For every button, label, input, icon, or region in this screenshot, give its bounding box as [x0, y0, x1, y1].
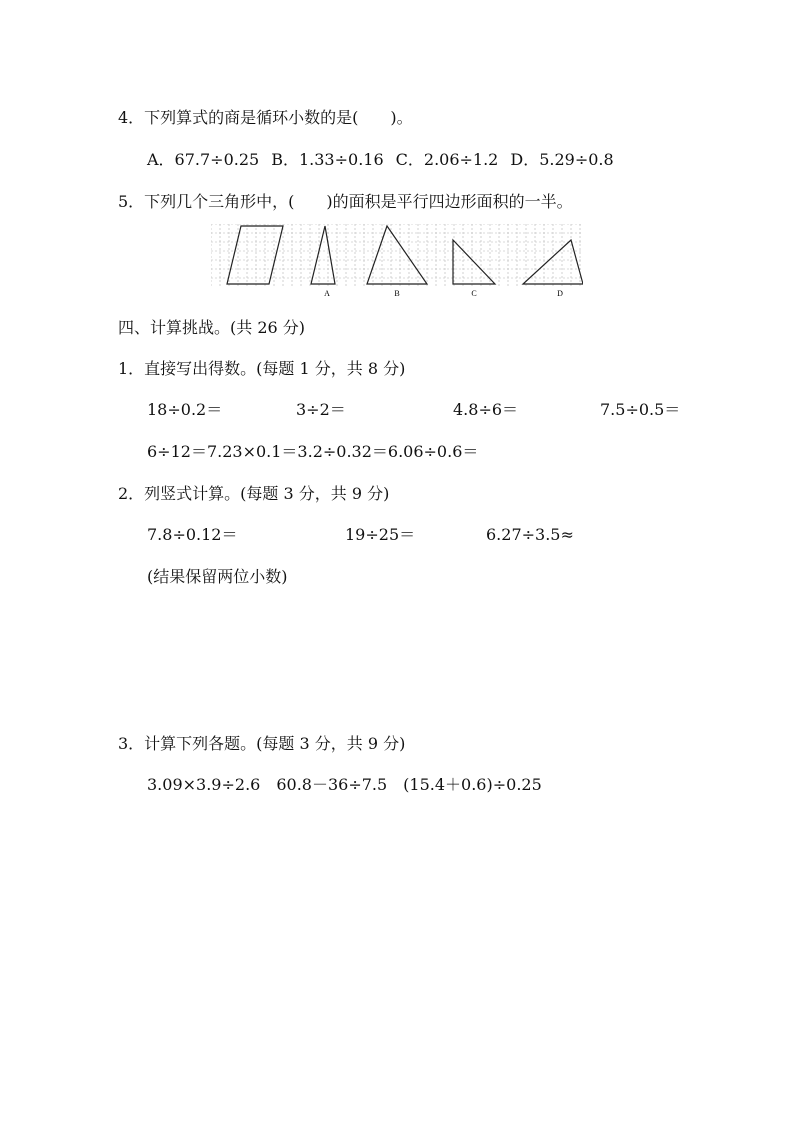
part2-item-3: 6.27÷3.5≈: [486, 525, 574, 544]
part3-item-1: 3.09×3.9÷2.6: [147, 775, 261, 794]
part1-row-2: 6÷12＝7.23×0.1＝3.2÷0.32＝6.06÷0.6＝: [147, 442, 479, 461]
part2-item-2: 19÷25＝: [345, 525, 416, 544]
label-c: C: [471, 289, 477, 298]
part1-item-2: 3÷2＝: [296, 400, 346, 419]
triangle-a-shape: [311, 226, 335, 284]
q4-options: [147, 150, 614, 170]
grid-background: [211, 224, 583, 286]
triangle-c-shape: [453, 240, 495, 284]
label-a: A: [324, 289, 330, 298]
q4-option-c: C．2.06÷1.2: [395, 150, 499, 169]
part3-title: 3．计算下列各题。(每题 3 分，共 9 分): [118, 734, 406, 753]
shapes-grid-figure: [211, 224, 583, 300]
part1-title: 1．直接写出得数。(每题 1 分，共 8 分): [118, 359, 406, 378]
triangle-b-shape: [367, 226, 427, 284]
q5-stem: 5．下列几个三角形中，( )的面积是平行四边形面积的一半。: [118, 192, 573, 211]
part3-items: [147, 775, 542, 795]
section-heading: 四、计算挑战。(共 26 分): [118, 318, 306, 337]
parallelogram-shape: [227, 226, 283, 284]
q4-option-d: D．5.29÷0.8: [510, 150, 614, 169]
part3-item-2: 60.8－36÷7.5: [276, 775, 388, 794]
q4-option-b: B．1.33÷0.16: [271, 150, 384, 169]
part1-item-1: 18÷0.2＝: [147, 400, 223, 419]
label-d: D: [557, 289, 563, 298]
label-b: B: [394, 289, 400, 298]
part3-item-3: (15.4＋0.6)÷0.25: [403, 775, 542, 794]
part1-item-3: 4.8÷6＝: [453, 400, 519, 419]
part2-item-1: 7.8÷0.12＝: [147, 525, 238, 544]
q4-option-a: A．67.7÷0.25: [147, 150, 260, 169]
part1-item-4: 7.5÷0.5＝: [600, 400, 681, 419]
part2-note: (结果保留两位小数): [147, 567, 288, 586]
part2-title: 2．列竖式计算。(每题 3 分，共 9 分): [118, 484, 390, 503]
q4-stem: 4．下列算式的商是循环小数的是( )。: [118, 108, 413, 127]
